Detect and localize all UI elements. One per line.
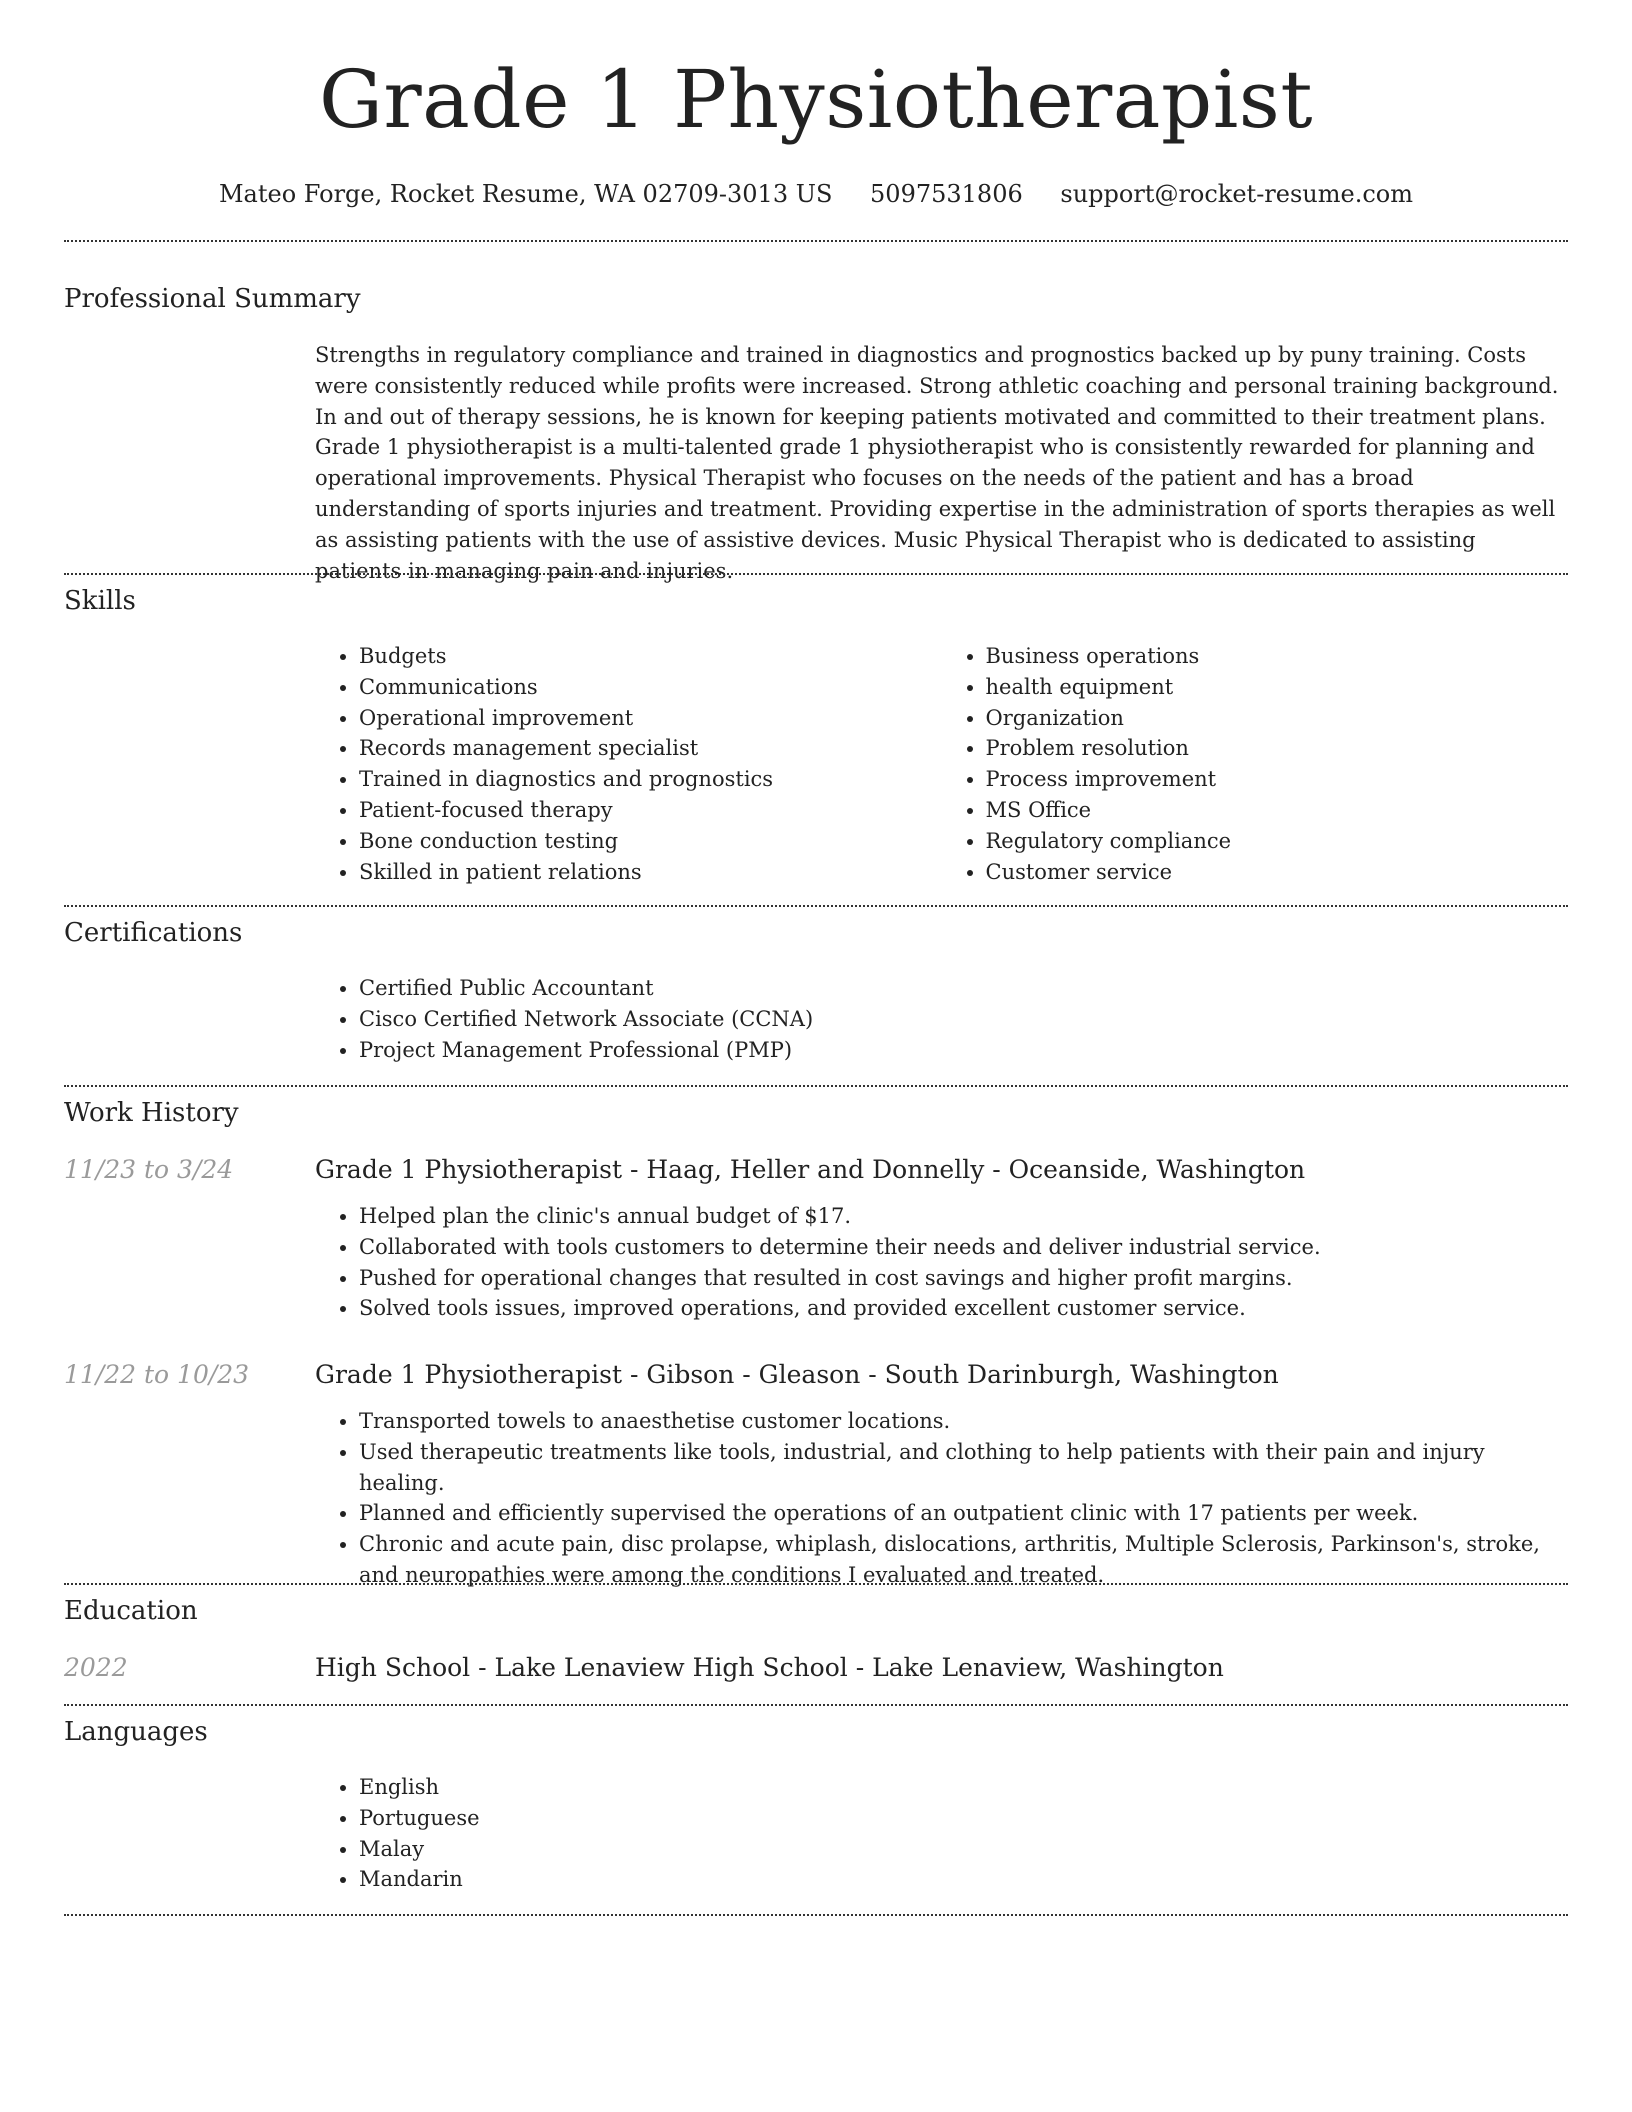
skill-item: • Problem resolution bbox=[986, 733, 1569, 764]
job-bullet: • Solved tools issues, improved operations, and provided excellent customer service. bbox=[359, 1293, 1568, 1324]
summary-section bbox=[64, 282, 1568, 583]
summary-text: Strengths in regulatory compliance and trained in diagnostics and prognostics backed up by puny training. Costs were consistently reduced while profits were increased. Strong athletic coaching and personal training background. In and out of therapy sessions, he is known for keeping patients motivated and committed to their treatment plans. Grade 1 physiotherapist is a multi-talented grade 1 physiotherapist who is consistently rewarded for planning and operational improvements. Physical Therapist who focuses on the needs of the patient and has a broad understanding of sports injuries and treatment. Providing expertise in the administration of sports therapies as well as assisting patients with the use of assistive devices. Music Physical Therapist who is dedicated to assisting patients in managing pain and injuries. bbox=[315, 343, 1559, 583]
skill-item: • Regulatory compliance bbox=[986, 826, 1569, 857]
address: Mateo Forge, Rocket Resume, WA 02709-3013 US bbox=[218, 180, 833, 208]
skills-list-left bbox=[315, 641, 942, 887]
certifications-section bbox=[64, 916, 1568, 1062]
education-section bbox=[64, 1594, 1568, 1682]
job-title bbox=[315, 1358, 1568, 1392]
email: support@rocket-resume.com bbox=[1060, 180, 1413, 208]
job-title bbox=[315, 1153, 1568, 1187]
skill-item: • health equipment bbox=[986, 672, 1569, 703]
job-bullets bbox=[315, 1406, 1568, 1591]
skill-item: • Business operations bbox=[986, 641, 1569, 672]
language-item: • English bbox=[359, 1772, 1568, 1803]
certifications-list bbox=[315, 973, 1568, 1065]
job-entry bbox=[315, 1153, 1568, 1324]
job-dates: 11/23 to 3/24 bbox=[64, 1155, 234, 1184]
job-bullet: • Transported towels to anaesthetise customer locations. bbox=[359, 1406, 1568, 1437]
certification-item: • Cisco Certified Network Associate (CCNA) bbox=[359, 1004, 1568, 1035]
job-bullet: • Used therapeutic treatments like tools, industrial, and clothing to help patients with their pain and injury healing. bbox=[359, 1437, 1568, 1499]
section-title: Languages bbox=[64, 1717, 208, 1747]
divider bbox=[64, 1583, 1568, 1585]
certification-item: • Certified Public Accountant bbox=[359, 973, 1568, 1004]
education-entry bbox=[315, 1651, 1568, 1685]
job-bullet: • Collaborated with tools customers to determine their needs and deliver industrial service. bbox=[359, 1232, 1568, 1263]
certification-item: • Project Management Professional (PMP) bbox=[359, 1035, 1568, 1066]
section-title: Certifications bbox=[64, 918, 243, 948]
skill-item: • Communications bbox=[359, 672, 942, 703]
skill-item: • Patient-focused therapy bbox=[359, 795, 942, 826]
divider bbox=[64, 1085, 1568, 1087]
divider bbox=[64, 1704, 1568, 1706]
skill-item: • Organization bbox=[986, 703, 1569, 734]
education-details: - Lake Lenaview High School - Lake Lenaview, Washington bbox=[470, 1653, 1224, 1682]
contact-line bbox=[0, 178, 1632, 210]
skills-list-right bbox=[942, 641, 1569, 887]
skill-item: • MS Office bbox=[986, 795, 1569, 826]
job-bullets bbox=[315, 1201, 1568, 1324]
job-bullet: • Pushed for operational changes that resulted in cost savings and higher profit margins. bbox=[359, 1263, 1568, 1294]
divider bbox=[64, 905, 1568, 907]
divider bbox=[64, 240, 1568, 242]
job-bullet: • Planned and efficiently supervised the operations of an outpatient clinic with 17 patients per week. bbox=[359, 1498, 1568, 1529]
skill-item: • Bone conduction testing bbox=[359, 826, 942, 857]
section-title: Work History bbox=[64, 1098, 239, 1128]
skill-item: • Records management specialist bbox=[359, 733, 942, 764]
skills-section bbox=[64, 584, 1568, 884]
skill-item: • Operational improvement bbox=[359, 703, 942, 734]
skill-item: • Skilled in patient relations bbox=[359, 857, 942, 888]
skill-item: • Process improvement bbox=[986, 764, 1569, 795]
skill-item: • Budgets bbox=[359, 641, 942, 672]
job-details: - Haag, Heller and Donnelly - Oceanside, Washington bbox=[622, 1155, 1306, 1184]
section-title: Skills bbox=[64, 586, 136, 616]
job-details: - Gibson - Gleason - South Darinburgh, Washington bbox=[622, 1360, 1279, 1389]
divider bbox=[64, 573, 1568, 575]
work-history-section bbox=[64, 1096, 1568, 1587]
job-bullet: • Chronic and acute pain, disc prolapse, whiplash, dislocations, arthritis, Multiple Sclerosis, Parkinson's, stroke, and neuropathies were among the conditions I evaluated and treated. bbox=[359, 1529, 1568, 1591]
job-dates: 11/22 to 10/23 bbox=[64, 1360, 250, 1389]
language-item: • Malay bbox=[359, 1834, 1568, 1865]
education-title bbox=[315, 1651, 1568, 1685]
section-title: Professional Summary bbox=[64, 284, 361, 314]
divider bbox=[64, 1914, 1568, 1916]
language-item: • Portuguese bbox=[359, 1803, 1568, 1834]
job-bullet: • Helped plan the clinic's annual budget of $17. bbox=[359, 1201, 1568, 1232]
education-year: 2022 bbox=[64, 1653, 128, 1682]
languages-list bbox=[315, 1772, 1568, 1895]
phone: 5097531806 bbox=[870, 180, 1023, 208]
language-item: • Mandarin bbox=[359, 1864, 1568, 1895]
skill-item: • Trained in diagnostics and prognostics bbox=[359, 764, 942, 795]
job-entry bbox=[315, 1358, 1568, 1591]
languages-section bbox=[64, 1715, 1568, 1892]
section-title: Education bbox=[64, 1596, 198, 1626]
skill-item: • Customer service bbox=[986, 857, 1569, 888]
job-role: Grade 1 Physiotherapist bbox=[315, 1155, 623, 1184]
education-degree: High School bbox=[315, 1653, 471, 1682]
resume-name: Grade 1 Physiotherapist bbox=[319, 53, 1313, 146]
job-role: Grade 1 Physiotherapist bbox=[315, 1360, 623, 1389]
